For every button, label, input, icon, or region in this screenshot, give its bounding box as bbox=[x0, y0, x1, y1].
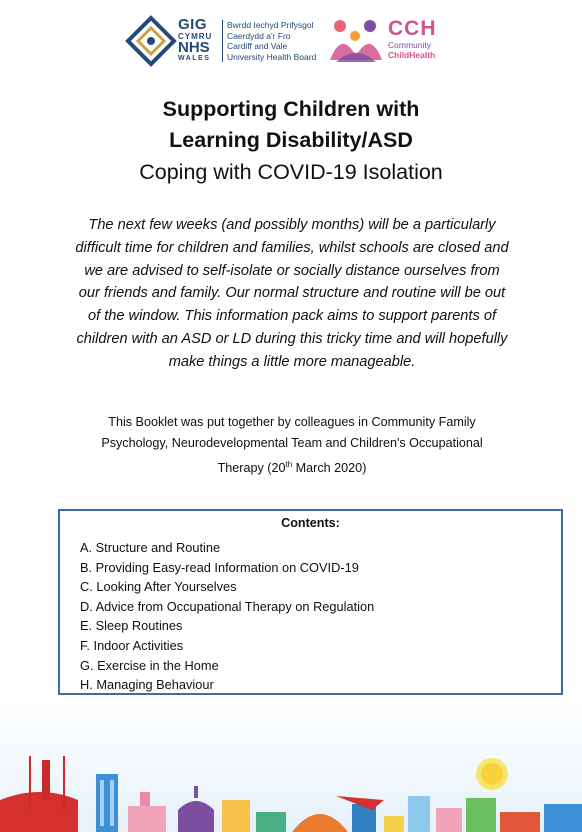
cch-wordmark: CCH Community ChildHealth bbox=[388, 17, 437, 60]
contents-item: G. Exercise in the Home bbox=[80, 657, 219, 673]
contents-item: C. Looking After Yourselves bbox=[80, 579, 237, 595]
contents-box bbox=[58, 509, 563, 695]
contents-title: Contents: bbox=[281, 516, 340, 530]
contents-item: E. Sleep Routines bbox=[80, 618, 183, 634]
nhs-wordmark: GIG CYMRU NHS WALES bbox=[178, 16, 213, 62]
contents-item: F. Indoor Activities bbox=[80, 637, 184, 653]
nhs-wales-logo-icon bbox=[124, 14, 178, 68]
cardiff-skyline-illustration bbox=[0, 700, 582, 832]
cch-family-logo-icon bbox=[326, 16, 386, 66]
document-title bbox=[0, 94, 582, 188]
contents-item: A. Structure and Routine bbox=[80, 540, 221, 555]
credit-paragraph: This Booklet was put together by colleagues in Community Family Psychology, Neurodevelopmental Team and Children's Occupational Therapy (20th March 2020) bbox=[101, 415, 483, 476]
contents-item: D. Advice from Occupational Therapy on Regulation bbox=[80, 598, 375, 614]
health-board-name: Bwrdd Iechyd Prifysgol Caerdydd a'r Fro Cardiff and Vale University Health Board bbox=[222, 20, 316, 62]
title-line-2: Learning Disability/ASD bbox=[169, 128, 413, 152]
contents-list bbox=[80, 538, 561, 695]
title-line-1: Supporting Children with bbox=[162, 97, 420, 121]
subtitle: Coping with COVID-19 Isolation bbox=[139, 160, 443, 184]
intro-paragraph: The next few weeks (and possibly months) will be a particularly difficult time for children and families, whilst schools are closed and we are advised to self-isolate or socially distance ourselves from our friends and family. Our normal structure and routine will be out of the window. This information pack aims to support parents of children with an ASD or LD during this tricky time and will hopefully make things a little more manageable. bbox=[75, 217, 509, 370]
header bbox=[0, 12, 582, 68]
contents-item: B. Providing Easy-read Information on COVID-19 bbox=[80, 559, 359, 575]
contents-item: H. Managing Behaviour bbox=[80, 677, 214, 693]
